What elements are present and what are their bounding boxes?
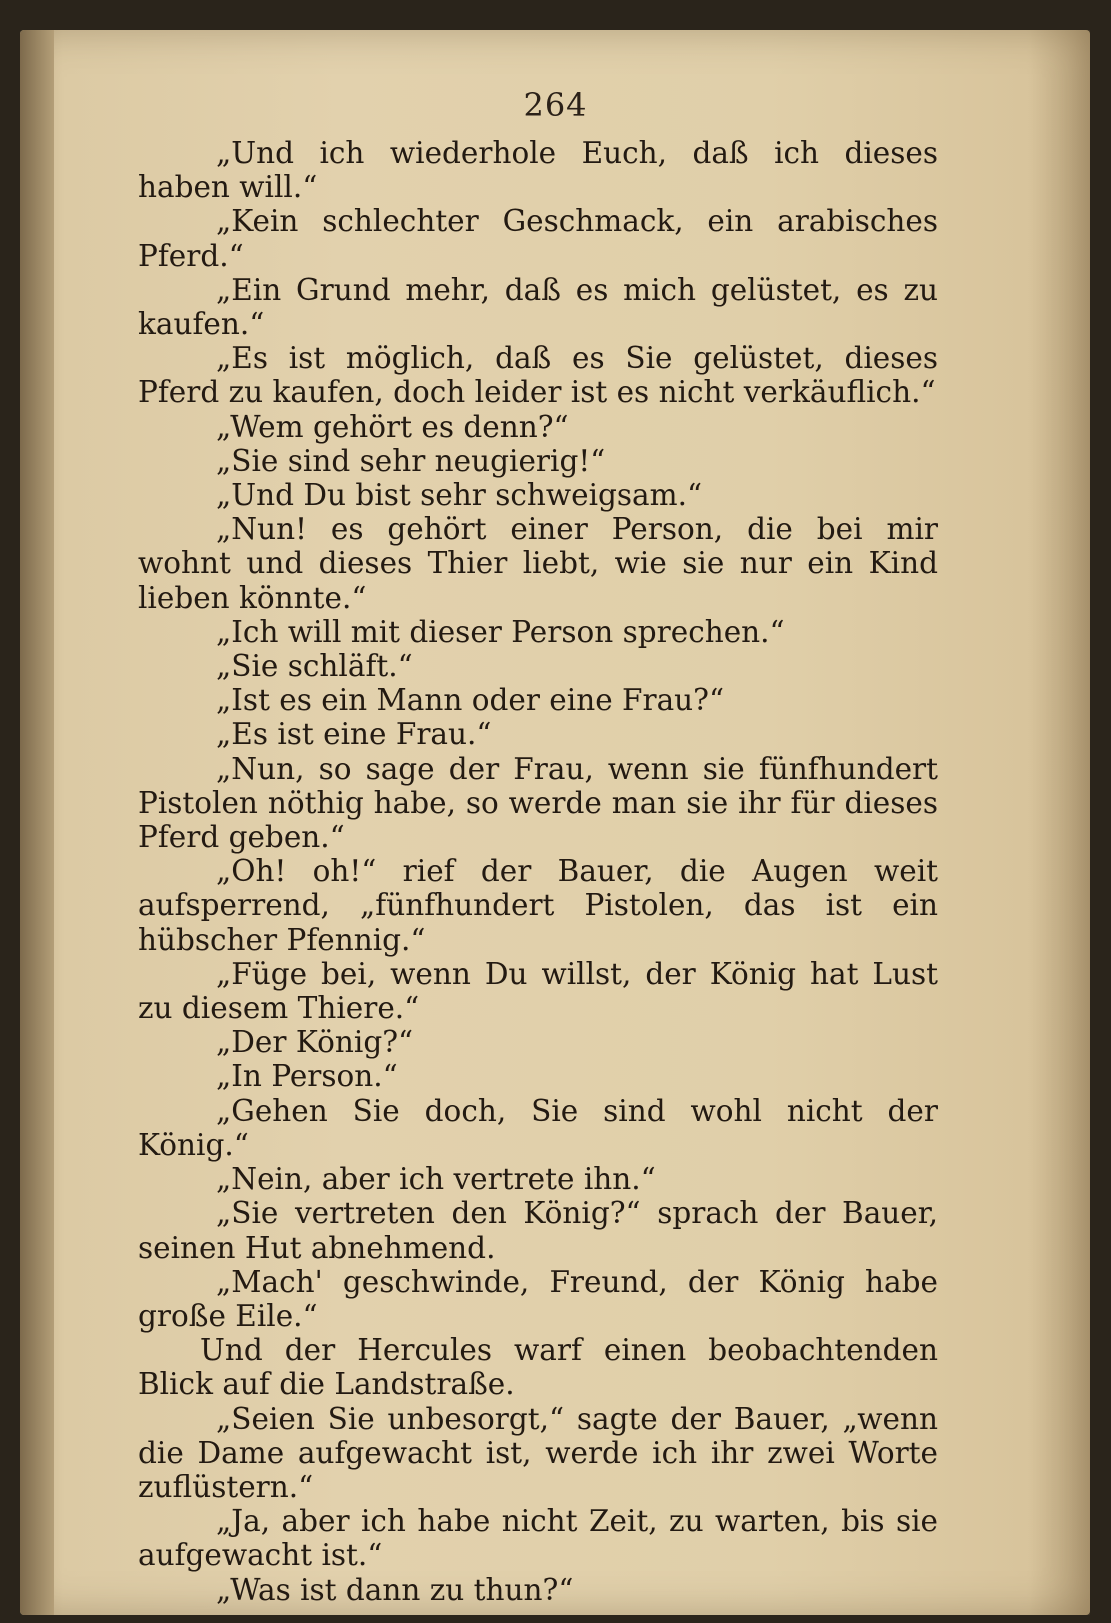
- paragraph: „In Person.“: [216, 1059, 398, 1094]
- paragraph: „Oh! oh!“ rief der Bauer, die Augen weit aufsperrend, „fünfhundert Pistolen, das ist ein hübscher Pfennig.“: [138, 854, 938, 957]
- paragraph: Und der Hercules warf einen beobachtenden Blick auf die Landstraße.: [138, 1333, 938, 1402]
- paragraph: „Sie sind sehr neugierig!“: [216, 443, 606, 478]
- paragraph: „Kein schlechter Geschmack, ein arabisches Pferd.“: [138, 204, 938, 273]
- paragraph: „Es ist möglich, daß es Sie gelüstet, dieses Pferd zu kaufen, doch leider ist es nicht verkäuflich.“: [138, 341, 938, 410]
- paragraph: „Sie vertreten den König?“ sprach der Bauer, seinen Hut abnehmend.: [138, 1196, 938, 1265]
- paragraph: „Füge bei, wenn Du willst, der König hat Lust zu diesem Thiere.“: [138, 956, 938, 1026]
- paragraph: „Nein, aber ich vertrete ihn.“: [216, 1162, 656, 1197]
- paragraph: „Ja, aber ich habe nicht Zeit, zu warten, bis sie aufgewacht ist.“: [138, 1504, 938, 1573]
- body-text: [138, 136, 938, 1607]
- paragraph: „Ich will mit dieser Person sprechen.“: [216, 614, 785, 649]
- page-number: 264: [523, 86, 588, 124]
- paragraph: „Nun, so sage der Frau, wenn sie fünfhundert Pistolen nöthig habe, so werde man sie ihr für dieses Pferd geben.“: [138, 751, 938, 855]
- paragraph: „Ein Grund mehr, daß es mich gelüstet, es zu kaufen.“: [138, 272, 938, 342]
- paragraph: „Sie schläft.“: [216, 649, 413, 684]
- paragraph: „Und ich wiederhole Euch, daß ich dieses haben will.“: [138, 136, 938, 205]
- paragraph: „Und Du bist sehr schweigsam.“: [216, 478, 703, 513]
- paragraph: „Was ist dann zu thun?“: [216, 1572, 574, 1607]
- paragraph: „Mach' geschwinde, Freund, der König habe große Eile.“: [138, 1264, 938, 1333]
- paragraph: „Seien Sie unbesorgt,“ sagte der Bauer, „wenn die Dame aufgewacht ist, werde ich ihr zwei Worte zuflüstern.“: [138, 1401, 938, 1504]
- paragraph: „Ist es ein Mann oder eine Frau?“: [216, 683, 725, 718]
- page-fore-edge: [1030, 30, 1090, 1615]
- paragraph: „Es ist eine Frau.“: [216, 717, 492, 752]
- paragraph: „Der König?“: [216, 1025, 414, 1060]
- paragraph: „Wem gehört es denn?“: [216, 409, 569, 444]
- paragraph: „Gehen Sie doch, Sie sind wohl nicht der König.“: [138, 1093, 938, 1162]
- paragraph: „Nun! es gehört einer Person, die bei mir wohnt und dieses Thier liebt, wie sie nur ein Kind lieben könnte.“: [138, 512, 938, 615]
- page-gutter: [20, 30, 54, 1615]
